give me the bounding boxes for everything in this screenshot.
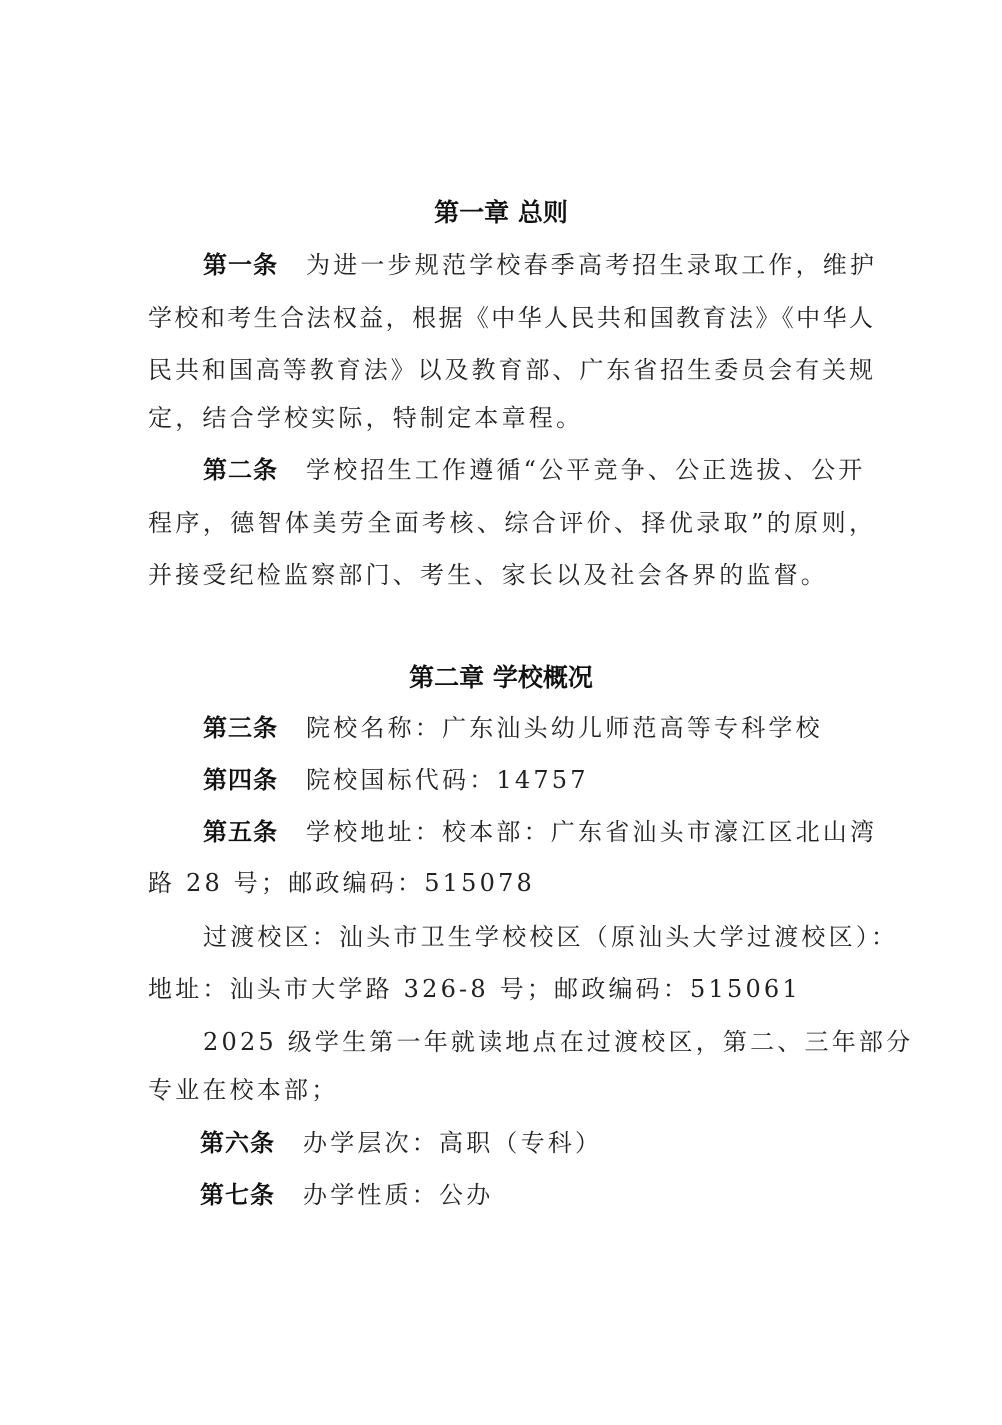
- article-6-line-1: [200, 1128, 925, 1158]
- transition-campus-line-1: 过渡校区：汕头市卫生学校校区（原汕头大学过渡校区）：: [203, 923, 899, 951]
- chapter-2-title: 第二章 学校概况: [409, 663, 593, 692]
- article-3-line-1: [203, 713, 928, 743]
- article-2-line-3: 并接受纪检监察部门、考生、家长以及社会各界的监督。: [148, 561, 828, 589]
- article-5-line-1: [203, 817, 928, 847]
- article-1-line-4: 定，结合学校实际，特制定本章程。: [148, 404, 584, 432]
- article-7-line-1: [200, 1180, 925, 1210]
- chapter-1-title: 第一章 总则: [434, 198, 568, 227]
- article-1-line-1: [203, 250, 878, 280]
- article-7-text: 办学性质：公办: [303, 1181, 494, 1209]
- study-location-line-2: 专业在校本部；: [148, 1076, 339, 1104]
- article-2-line-1: [203, 455, 873, 485]
- article-5-label: 第五条: [203, 818, 278, 846]
- article-3-text: 院校名称：广东汕头幼儿师范高等专科学校: [306, 714, 823, 742]
- transition-campus-line-2: 地址：汕头市大学路 326-8 号；邮政编码：515061: [148, 975, 801, 1003]
- article-1-label: 第一条: [203, 251, 278, 279]
- article-6-label: 第六条: [200, 1129, 275, 1157]
- study-location-line-1: 2025 级学生第一年就读地点在过渡校区，第二、三年部分: [203, 1028, 914, 1056]
- article-2-label: 第二条: [203, 456, 278, 484]
- article-4-label: 第四条: [203, 766, 278, 794]
- article-3-label: 第三条: [203, 714, 278, 742]
- article-5-text: 学校地址：校本部：广东省汕头市濠江区北山湾: [306, 818, 878, 846]
- article-4-text: 院校国标代码：14757: [306, 766, 589, 794]
- article-1-line-2: 学校和考生合法权益，根据《中华人民共和国教育法》《中华人: [148, 304, 873, 332]
- article-1-line-3: 民共和国高等教育法》以及教育部、广东省招生委员会有关规: [148, 356, 873, 384]
- article-2-line-2: 程序，德智体美劳全面考核、综合评价、择优录取”的原则，: [148, 509, 873, 537]
- article-5-line-2: 路 28 号；邮政编码：515078: [148, 869, 536, 897]
- article-1-text: 为进一步规范学校春季高考招生录取工作，维护: [306, 251, 878, 279]
- article-2-text: 学校招生工作遵循“公平竞争、公正选拔、公开: [306, 456, 866, 484]
- article-7-label: 第七条: [200, 1181, 275, 1209]
- article-6-text: 办学层次：高职（专科）: [303, 1129, 603, 1157]
- article-4-line-1: [203, 765, 928, 795]
